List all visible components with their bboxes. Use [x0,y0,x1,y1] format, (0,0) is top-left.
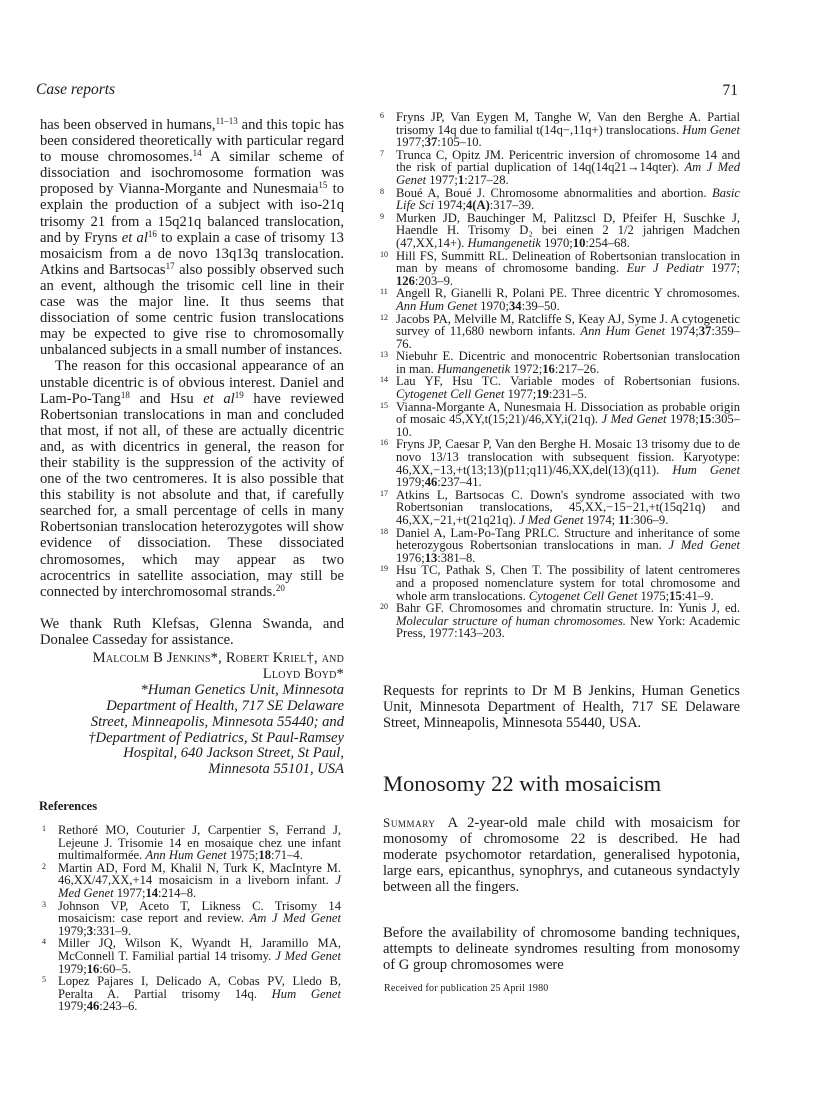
text-run: 1976; [396,550,425,565]
reference-number: 16 [380,438,388,448]
paragraph [40,358,344,599]
author-names: Lloyd Boyd* [262,665,344,682]
text-run: :71–4. [271,848,303,863]
text-run: 1974; [434,198,466,213]
text-run: 1977; [504,387,537,402]
affiliation-line: Minnesota 55101, USA [208,761,344,778]
italic-text: J Med Genet [519,513,584,527]
author-names: Malcolm B Jenkins*, Robert Kriel†, and [92,650,344,666]
reference-item [378,212,740,250]
reference-item [378,401,740,439]
volume-number: 18 [258,848,272,863]
citation-superscript: 20 [275,582,285,593]
italic-text: J Med Genet [275,948,341,963]
volume-number: 46 [424,475,438,490]
italic-text: Basic Life Sci [396,185,740,213]
text-run: Miller JQ, Wilson K, Wyandt H, Jaramillo MA, McConnell T. Familial partial 14 trisomy. [58,936,341,963]
reference-item [40,975,341,1013]
italic-text: Am J Med Genet [396,160,740,187]
volume-number: 34 [508,298,522,313]
text-run: :60–5. [99,961,132,976]
acknowledgement: We thank Ruth Klefsas, Glenna Swanda, and Donalee Casseday for assistance. [40,615,344,648]
references-heading: References [39,799,98,813]
reference-item [378,111,740,149]
italic-text: Hum Genet [672,462,740,477]
text-run: :203–9. [414,273,454,288]
text-run: 1978; [666,412,699,427]
article-title: Monosomy 22 with mosaicism [383,771,662,796]
italic-text: Ann Hum Genet [396,298,478,313]
reference-item [40,862,341,900]
reference-item [378,250,740,288]
volume-number: 19 [536,387,549,402]
text-run: Fryns JP, Van Eygen M, Tanghe W, Van den Berghe A. Partial trisomy 14q due to familial t(14q−,11q+) translocations. [396,110,740,137]
volume-number: 14 [145,885,159,900]
text-run: A similar scheme of dissociation and isochromosome formation was proposed by Vianna-Morgante and Nunesmaia [40,149,344,198]
text-run: Murken JD, Bauchinger M, Palitzscl D, Pfeifer H, Suschke J, Haendle H. Trisomy D₂ bei einen 2 1/2 jahrigen Madchen (47,XX,14+). [396,210,740,250]
italic-text: J Med Genet [58,873,341,900]
volume-number: 15 [698,412,712,427]
italic-text: Am J Med Genet [249,911,341,926]
text-run: Jacobs PA, Melville M, Ratcliffe S, Keay AJ, Syme J. A cytogenetic survey of 11,680 newborn infants. [396,311,740,339]
text-run: Hsu TC, Pathak S, Chen T. The possibility of latent centromeres and a proposed nomenclature system for total chromosome and whole arm translocations. [396,563,740,603]
reference-number: 17 [380,488,388,498]
text-run: :254–68. [585,235,630,250]
text-run: Angell R, Gianelli R, Polani PE. Three dicentric Y chromosomes. [396,286,740,301]
italic-text: Eur J Pediatr [626,261,704,276]
italic-text: et al [203,390,235,407]
text-run: Bahr GF. Chromosomes and chromatin structure. In: Yunis J, ed. [396,601,740,616]
citation-superscript: 18 [120,389,130,400]
text-run: Lau YF, Hsu TC. Variable modes of Robertsonian fusions. [396,374,740,389]
reference-number: 8 [380,186,384,196]
discussion-text [40,117,344,648]
italic-text: J Med Genet [601,412,667,427]
italic-text: et al [121,229,148,246]
text-run: 1979; [58,923,87,938]
text-run: Atkins L, Bartsocas C. Down's syndrome associated with two Robertsonian translocations, 45,XX,−15−21,+t(15q21q) and 46,XX,−21,+t(21q21q). [396,487,740,527]
text-run: :359–76. [396,324,741,351]
text-run: 1975; [637,588,670,603]
volume-number: 4(A) [465,198,490,213]
text-run: has been observed in humans, [40,117,216,133]
text-run: 1979; [58,999,87,1014]
text-run: and this topic has been considered theoretically with particular regard to mouse chromosomes. [40,117,344,166]
reference-number: 3 [42,899,46,909]
volume-number: 13 [424,550,438,565]
text-run: :331–9. [92,923,132,938]
reference-number: 18 [380,526,388,536]
text-run: Boué A, Boué J. Chromosome abnormalities and abortion. [396,185,713,200]
reference-item [378,489,740,527]
text-run: :243–6. [99,999,138,1014]
reference-number: 9 [380,211,384,221]
reference-item [378,287,740,312]
citation-superscript: 17 [165,260,175,271]
reference-number: 13 [380,350,388,360]
text-run: 1979; [58,961,87,976]
text-run: :41–9. [681,588,714,603]
page-number: 71 [722,82,738,99]
text-run: 1977; [396,135,425,150]
affiliation-line: †Department of Pediatrics, St Paul-Ramsey [88,729,344,746]
text-run: Martin AD, Ford M, Khalil N, Turk K, MacIntyre M. 46,XX/47,XX,+14 mosaicism in a liveborn infant. [58,860,341,888]
italic-text: Cytogenet Cell Genet [528,588,638,603]
text-run: Fryns JP, Caesar P, Van den Berghe H. Mosaic 13 trisomy due to de novo 13/13 translocation with subsequent fission. Karyotype: 46,XX,−13,+t(13;13)(p11;q11)/46,XX,del(13)(q11). [396,437,740,477]
citation-superscript: 14 [192,148,202,159]
reference-item [378,438,740,488]
text-run: 1979; [396,475,425,490]
volume-number: 16 [86,961,100,976]
text-run: to explain a case of trisomy 13 mosaicism from a de novo 13q13q translocation. Atkins and Bartsocas [40,229,344,278]
paragraph [40,117,344,358]
text-run: 1974; [665,324,699,339]
text-run: Lopez Pajares I, Delicado A, Cobas PV, Lledo B, Peralta A. Partial trisomy 14q. [58,974,341,1001]
text-run: 1977; [113,885,146,900]
reference-number: 11 [380,287,388,297]
reference-item [378,187,740,212]
citation-superscript: 11–13 [215,116,238,126]
reference-item [378,149,740,187]
reference-number: 4 [42,937,46,947]
text-run: have reviewed Robertsonian translocations in man and concluded that most, if not all, of these are actually dicentric and, as with dicentrics in general, the reason for their stability is the suppression of the activity of one of the two centromeres. It is also possible that this stability is not absolute and that, if carefully searched for, a small percentage of cells in many Robertsonian translocation heterozygotes will show evidence of dissociation. These dissociated chromosomes, which may appear as two acrocentrics in satellite association, may still be connected by interchromosomal strands. [40,390,344,600]
italic-text: Hum Genet [682,122,740,137]
reference-number: 12 [380,312,388,322]
text-run: 1977; [426,172,458,187]
text-run: :105–10. [437,135,482,150]
reference-item [378,602,740,640]
reference-number: 2 [42,861,46,871]
reference-item [378,375,740,400]
text-run: 1974; [583,513,619,527]
reference-number: 1 [42,824,46,833]
text-run: Hill FS, Summitt RL. Delineation of Robertsonian translocation in man by means of chromosome banding. [396,248,740,276]
text-run: and Hsu [129,390,204,407]
text-run: Daniel A, Lam-Po-Tang PRLC. Structure and inheritance of some heterozygous Robertsonian translocations in man. [396,525,740,553]
reference-number: 15 [380,400,388,410]
text-run: The reason for this occasional appearance of an unstable dicentric is of obvious interest. Daniel and Lam-Po-Tang [40,358,344,407]
reference-list [378,111,740,640]
text-run: :217–28. [464,172,509,187]
received-date: Received for publication 25 April 1980 [384,983,549,994]
affiliation-line: *Human Genetics Unit, Minnesota [140,681,344,698]
italic-text: Ann Hum Genet [580,324,666,339]
reference-item [378,313,740,351]
text-run: 1977; [703,261,740,276]
text-run: 1975; [226,848,259,863]
volume-number: 37 [424,135,438,150]
text-run: :306–9. [630,513,669,527]
text-run: also possibly observed such an event, although the trisomic cell line in their case was the major line. It thus seems that dissociation of some centric fusion translocations may be expected to give rise to chromosomally unbalanced subjects in a small number of instances. [40,261,344,359]
text-run: Trunca C, Opitz JM. Pericentric inversion of chromosome 14 and the risk of partial duplication of 14q(14q21→14qter). [396,147,740,175]
reference-number: 10 [380,249,388,259]
volume-number: 16 [542,361,555,376]
text-run: New York: Academic Press, 1977:143–203. [396,613,740,641]
text-run: Johnson VP, Aceto T, Likness C. Trisomy 14 mosaicism: case report and review. [58,898,341,926]
reprint-request: Requests for reprints to Dr M B Jenkins, Human Genetics Unit, Minnesota Department of Health, 717 SE Delaware Street, Minneapolis, Minnesota 55440, USA. [383,683,740,731]
text-run: :237–41. [437,475,482,490]
reference-item [378,564,740,602]
text-run: to explain the production of a subject with iso-21q trisomy 21 from a 15q21q balanced translocation, and by Fryns [40,181,345,246]
italic-text: Molecular structure of human chromosomes. [396,613,626,628]
italic-text: Humangenetik [467,235,541,250]
volume-number: 10 [572,235,586,250]
summary-label: Summary [383,815,436,830]
summary-text: A 2-year-old male child with mosaicism for monosomy of chromosome 22 is described. He had moderate psychomotor retardation, generalised hypotonia, large ears, epicanthus, synophrys, and cutaneous syndactyly between all the fingers. [383,815,740,895]
text-run: Vianna-Morgante A, Nunesmaia H. Dissociation as probable origin of mosaic 45,XY,t(15;21)/46,XY,i(21q). [396,399,740,427]
article-body: Before the availability of chromosome banding techniques, attempts to delineate syndromes resulting from monosomy of G group chromosomes were [383,925,740,973]
summary [383,815,740,895]
reference-number: 19 [380,564,388,574]
reference-item [40,937,341,975]
citation-superscript: 19 [234,389,244,400]
reference-number: 5 [42,975,46,985]
text-run: 1970; [540,235,573,250]
text-run: :231–5. [548,387,587,402]
text-run: :39–50. [521,298,560,313]
italic-text: J Med Genet [668,538,740,553]
italic-text: Ann Hum Genet [145,848,227,863]
text-run: :317–39. [489,198,535,213]
running-head: Case reports [36,81,116,98]
volume-number: 3 [86,923,93,938]
volume-number: 46 [86,999,100,1014]
affiliation-line: Street, Minneapolis, Minnesota 55440; and [90,713,344,730]
italic-text: Humangenetik [436,361,511,376]
text-run: :214–8. [158,885,197,900]
volume-number: 126 [396,273,415,288]
text-run: 1972; [510,361,543,376]
text-run: :217–26. [554,361,600,376]
reference-number: 6 [380,111,384,120]
reference-item [40,824,341,862]
reference-list [40,824,341,1013]
volume-number: 1 [457,172,465,187]
italic-text: Hum Genet [271,986,341,1001]
reference-item [378,527,740,565]
reference-number: 14 [380,375,388,385]
volume-number: 15 [669,588,682,603]
volume-number: 11 [618,513,631,527]
reference-number: 20 [380,602,388,612]
reference-item [378,350,740,375]
affiliation-line: Hospital, 640 Jackson Street, St Paul, [123,745,344,762]
affiliation-line: Department of Health, 717 SE Delaware [106,697,344,714]
author-block [40,651,344,778]
citation-superscript: 15 [318,180,328,191]
text-run: Rethoré MO, Couturier J, Carpentier S, Ferrand J, Lejeune J. Trisomie 14 en mosaique chez une infant multimalformée. [58,823,341,863]
italic-text: Cytogenet Cell Genet [396,387,505,402]
text-run: 1970; [477,298,509,313]
volume-number: 37 [698,324,712,339]
reference-item [40,900,341,938]
text-run: :381–8. [437,550,476,565]
text-run: :305–10. [396,412,740,439]
text-run: Niebuhr E. Dicentric and monocentric Robertsonian translocation in man. [396,349,740,376]
reference-number: 7 [380,148,384,158]
citation-superscript: 16 [147,228,157,239]
